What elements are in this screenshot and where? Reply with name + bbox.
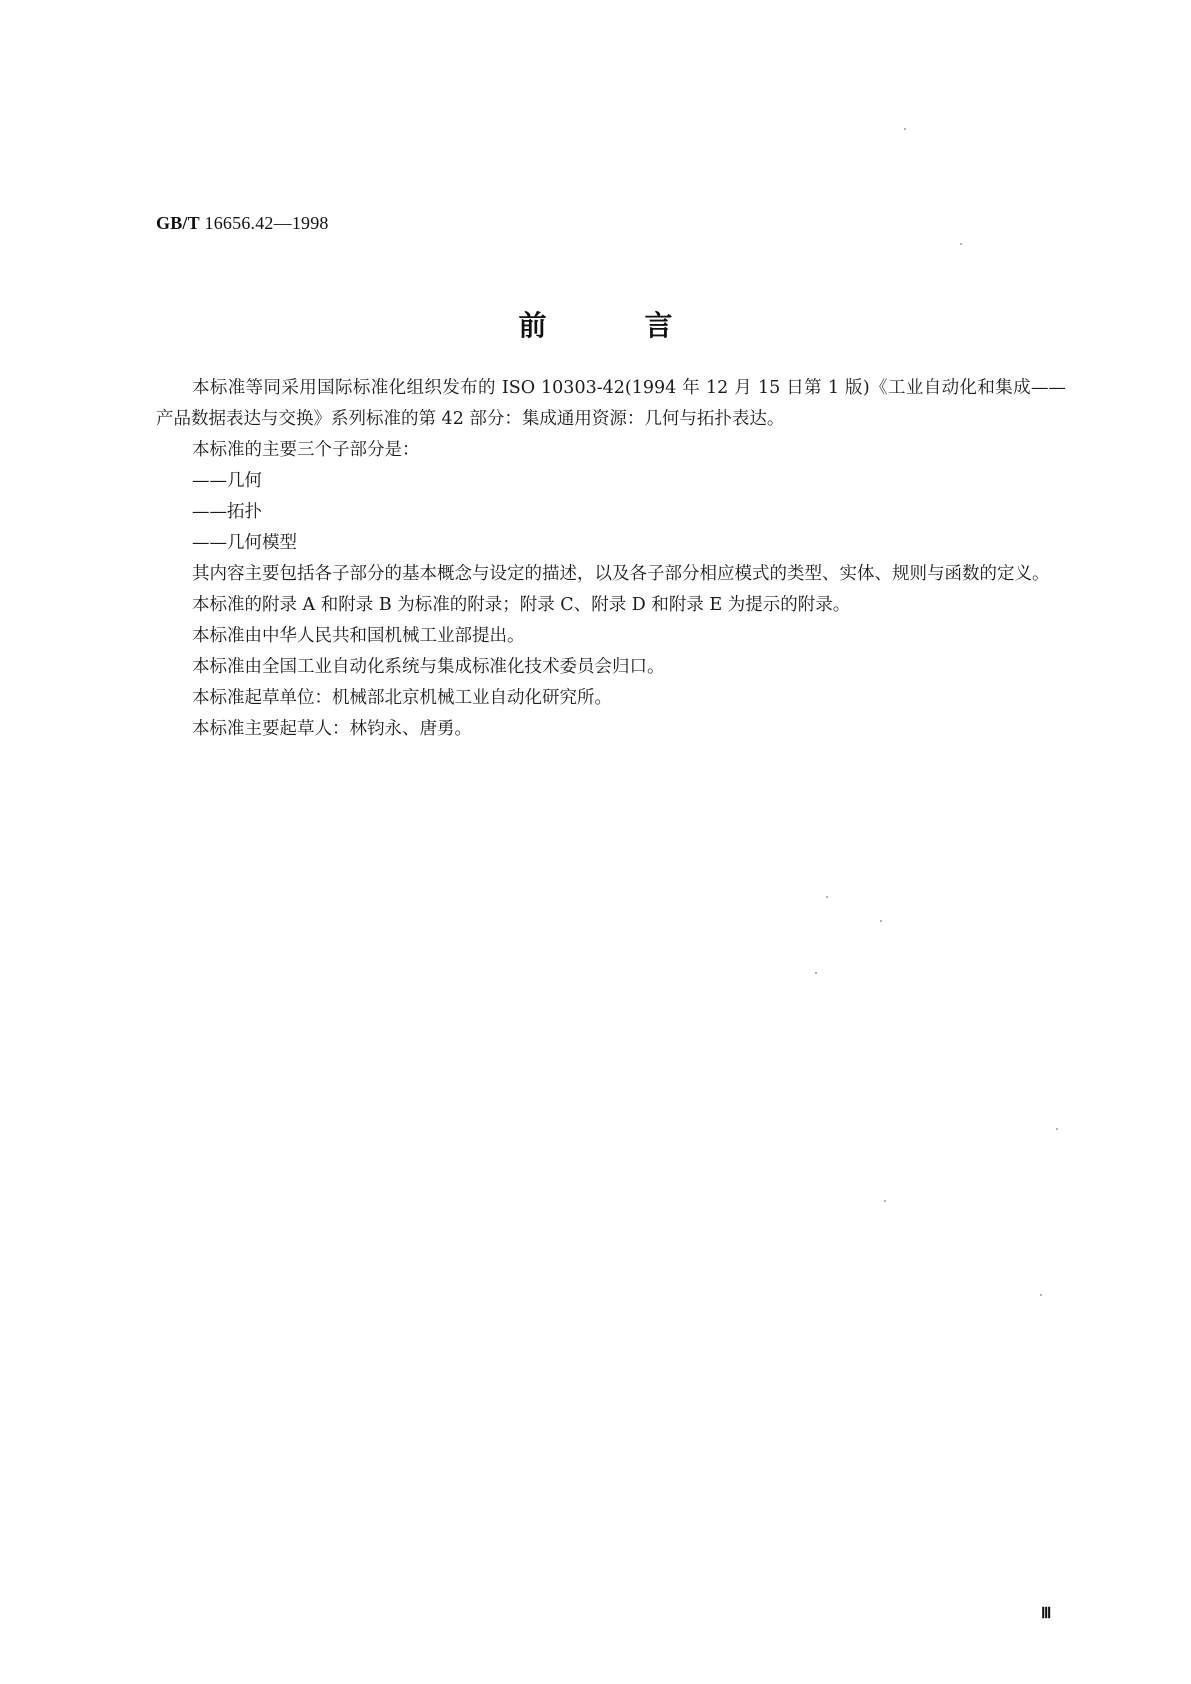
paragraph-subparts-intro: 本标准的主要三个子部分是： [192,440,420,460]
paragraph-annexes: 本标准的附录 A 和附录 B 为标准的附录；附录 C、附录 D 和附录 E 为提示的附录。 [192,595,851,615]
paragraph-drafters: 本标准主要起草人：林钧永、唐勇。 [192,719,472,739]
scan-speck [1040,1294,1042,1296]
scan-speck [815,972,817,974]
paragraph-content: 其内容主要包括各子部分的基本概念与设定的描述，以及各子部分相应模式的类型、实体、规则与函数的定义。 [192,564,1050,584]
scan-speck [884,1200,886,1202]
list-item-geometry: ——几何 [192,471,262,491]
scan-speck [880,920,882,922]
list-item-topology: ——拓扑 [192,502,262,522]
foreword-body [156,373,1066,745]
paragraph-drafting-unit: 本标准起草单位：机械部北京机械工业自动化研究所。 [192,688,612,708]
scan-speck [1056,1128,1058,1130]
list-item-geometric-model: ——几何模型 [192,533,297,553]
paragraph-adoption: 本标准等同采用国际标准化组织发布的 ISO 10303-42(1994 年 12 月 15 日第 1 版)《工业自动化和集成——产品数据表达与交换》系列标准的第 42 部分：集成通用资源：几何与拓扑表达。 [156,378,1066,429]
document-code [156,213,329,234]
paragraph-proposed-by: 本标准由中华人民共和国机械工业部提出。 [192,626,525,646]
section-title: 前言 [518,309,771,342]
document-code-prefix: GB/T [156,213,200,233]
document-code-number: 16656.42—1998 [199,213,329,233]
page-number: Ⅲ [1041,1606,1052,1622]
scan-speck [826,896,828,898]
scan-speck [960,243,962,245]
paragraph-centralized-by: 本标准由全国工业自动化系统与集成标准化技术委员会归口。 [192,657,665,677]
scan-speck [904,128,906,130]
